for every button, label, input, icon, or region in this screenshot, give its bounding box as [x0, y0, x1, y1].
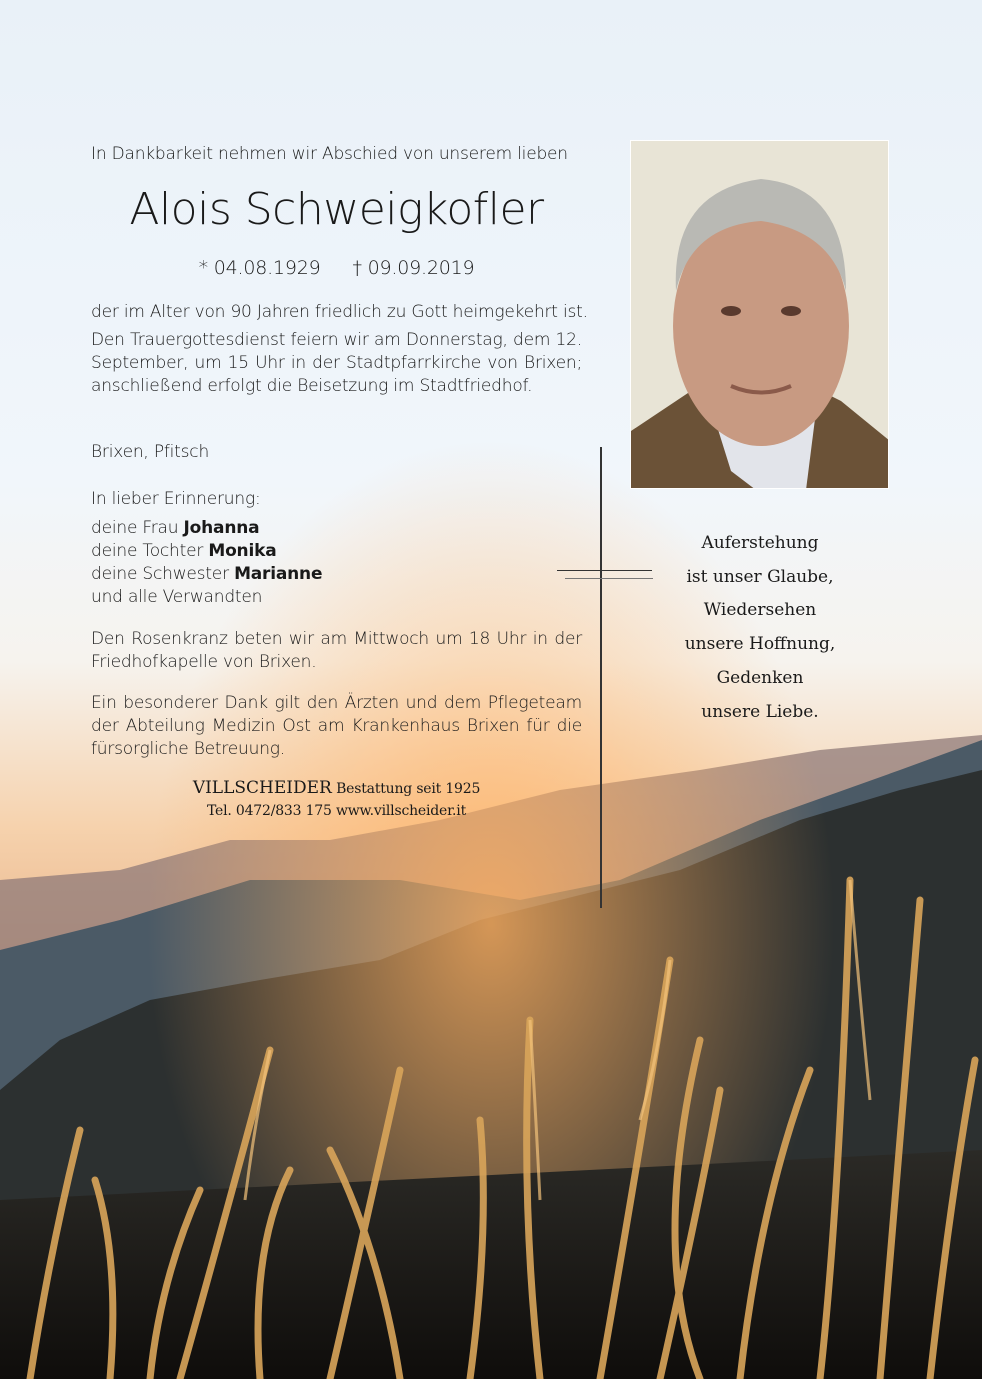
- family-member: deine Tochter Monika: [91, 541, 277, 561]
- verse-line: unsere Liebe.: [701, 701, 819, 722]
- verse-line: Auferstehung: [701, 533, 819, 553]
- family-member: und alle Verwandten: [91, 587, 263, 607]
- portrait-photo: [630, 140, 889, 489]
- verse-line: unsere Hoffnung,: [684, 634, 836, 655]
- deceased-name: Alois Schweigkofler: [129, 184, 544, 235]
- rosary-text: Den Rosenkranz beten wir am Mittwoch um 18 Uhr in der Friedhofkapelle von Brixen.: [91, 629, 582, 672]
- family-member: deine Frau Johanna: [91, 518, 260, 538]
- family-list: [91, 517, 322, 609]
- cross-horizontal-2: [565, 578, 653, 579]
- family-member: deine Schwester Marianne: [91, 564, 323, 584]
- life-dates: [91, 257, 582, 280]
- age-text: der im Alter von 90 Jahren friedlich zu Gott heimgekehrt ist.: [91, 302, 588, 322]
- intro-text: In Dankbarkeit nehmen wir Abschied von unserem lieben: [91, 144, 568, 164]
- verse-line: ist unser Glaube,: [686, 566, 834, 587]
- memory-heading: In lieber Erinnerung:: [91, 489, 261, 509]
- funeral-text: Den Trauergottesdienst feiern wir am Donnerstag, dem 12. September, um 15 Uhr in der Stadtpfarrkirche von Brixen; anschließend erfolgt die Beisetzung im Stadtfriedhof.: [91, 330, 582, 396]
- undertaker-info: [91, 777, 582, 822]
- undertaker-contact: Tel. 0472/833 175 www.villscheider.it: [206, 803, 467, 819]
- verse-line: Wiedersehen: [703, 600, 817, 621]
- cross-horizontal: [557, 570, 652, 571]
- birth-date: * 04.08.1929: [198, 257, 321, 279]
- thanks-text: Ein besonderer Dank gilt den Ärzten und dem Pflegeteam der Abteilung Medizin Ost am Krankenhaus Brixen für die fürsorgliche Betreuung.: [91, 693, 582, 759]
- place-text: Brixen, Pfitsch: [91, 442, 210, 462]
- memorial-verse: [660, 527, 860, 729]
- cross-vertical: [600, 447, 602, 908]
- undertaker-tagline: Bestattung seit 1925: [336, 781, 481, 797]
- verse-line: Gedenken: [716, 667, 804, 688]
- undertaker-name: VILLSCHEIDER: [192, 778, 332, 798]
- death-date: † 09.09.2019: [352, 257, 475, 279]
